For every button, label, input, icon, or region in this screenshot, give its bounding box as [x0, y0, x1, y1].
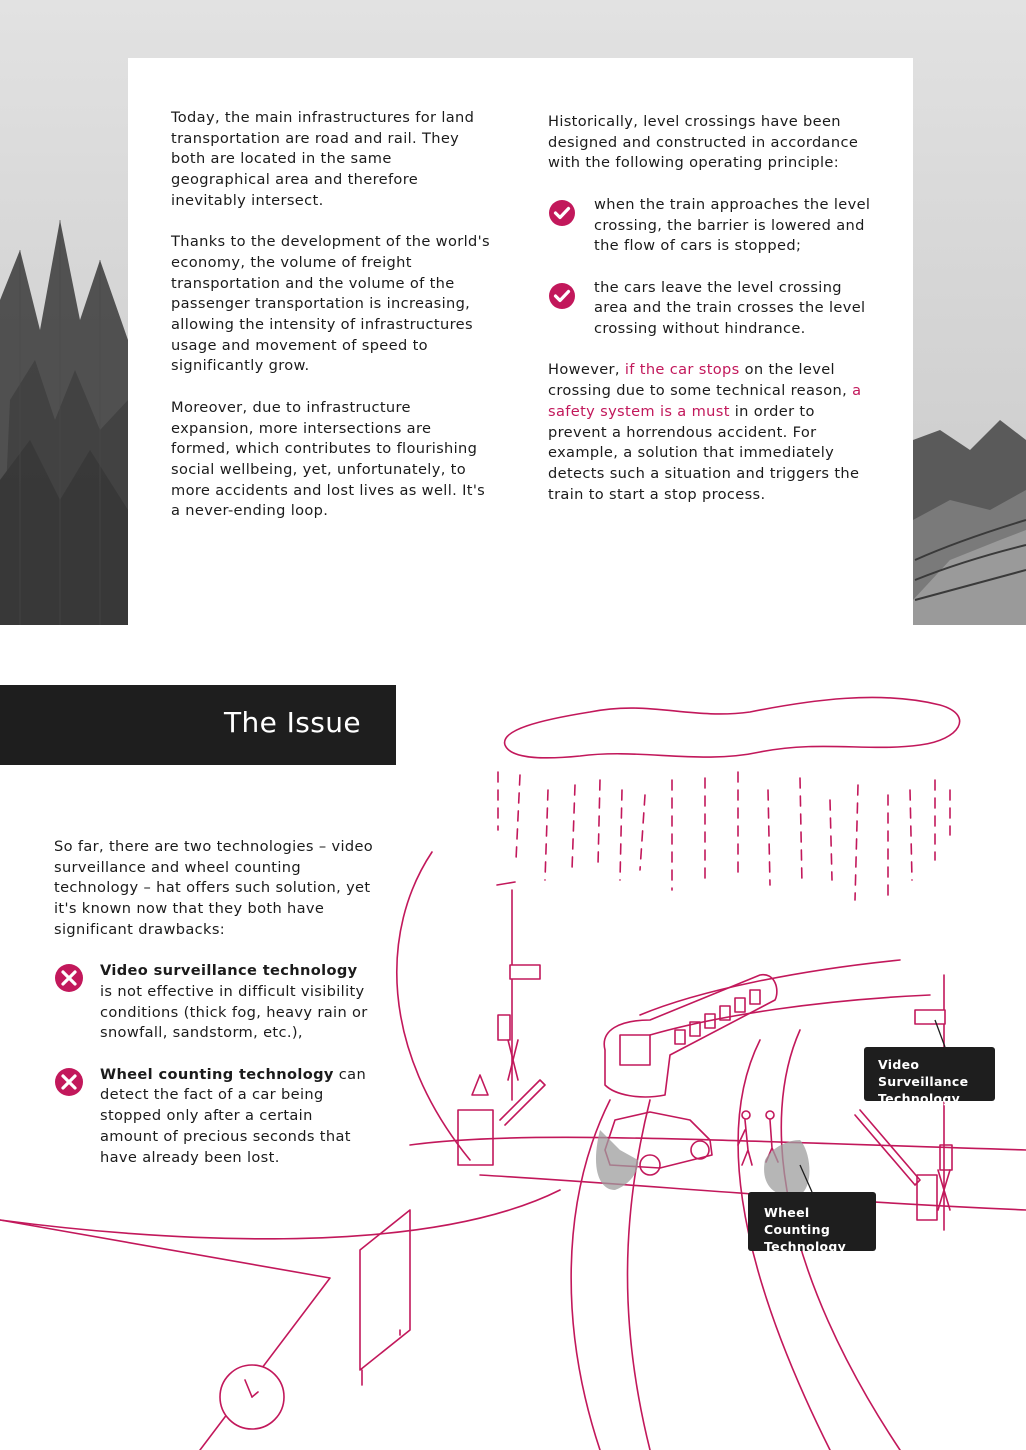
check-circle-icon	[548, 199, 576, 227]
road-edge-line	[397, 852, 470, 1160]
drawback-item	[54, 1065, 374, 1169]
track-rail-line	[640, 960, 900, 1015]
intro-paragraph: Thanks to the development of the world's economy, the volume of freight transportation and the volume of the passenger transportation is increasing, allowing the intensity of infrastructures usage and movement of speed to significantly grow.	[171, 233, 490, 375]
principle-item	[548, 278, 878, 340]
principle-intro: Historically, level crossings have been designed and constructed in accordance with the following operating principle:	[548, 113, 859, 172]
cloud-icon	[505, 697, 960, 757]
detection-zone-shape	[596, 1130, 638, 1190]
camera-icon	[915, 1010, 945, 1024]
x-circle-icon	[54, 1067, 84, 1097]
rain-drawing	[498, 772, 950, 900]
x-circle-icon	[54, 963, 84, 993]
check-circle-icon	[548, 282, 576, 310]
intro-card	[128, 58, 913, 625]
drawback-text: Video surveillance technology is not effective in difficult visibility conditions (thick fog, heavy rain or snowfall, sandstorm, etc.),	[100, 962, 368, 1042]
drawback-item	[54, 961, 374, 1044]
camera-icon	[510, 965, 540, 979]
intro-left-column	[171, 108, 491, 522]
intro-right-column	[548, 112, 878, 505]
video-surveillance-callout: Video Surveillance Technology	[864, 1047, 995, 1101]
principle-text: when the train approaches the level crossing, the barrier is lowered and the flow of cars is stopped;	[594, 195, 871, 255]
issue-intro: So far, there are two technologies – video surveillance and wheel counting technology – hat offers such solution, yet it's known now that they both have significant drawbacks:	[54, 838, 374, 938]
drawback-text: Wheel counting technology can detect the fact of a car being stopped only after a certain amount of precious seconds that have already been lost.	[100, 1065, 367, 1166]
however-paragraph: However, if the car stops on the level crossing due to some technical reason, a safety system is a must in order to prevent a horrendous accident. For example, a solution that immediately detects such a situation and triggers the train to start a stop process.	[548, 361, 862, 503]
wheel-counting-callout: Wheel Counting Technology	[748, 1192, 876, 1251]
accent-phrase-car-stops: if the car stops	[624, 361, 740, 379]
accent-phrase-safety-system: a safety system is a must	[548, 382, 862, 420]
issue-title: The Issue	[224, 706, 361, 739]
principle-item	[548, 195, 878, 257]
drawback-title: Wheel counting technology	[100, 1065, 334, 1083]
detection-zone-shape	[764, 1140, 809, 1196]
principle-text: the cars leave the level crossing area and the train crosses the level crossing without hindrance.	[594, 278, 866, 337]
issue-text-column	[54, 837, 374, 1168]
intro-paragraph: Moreover, due to infrastructure expansion, more intersections are formed, which contributes to flourishing social wellbeing, yet, unfortunately, to more accidents and lost lives as well. It's a never-ending loop.	[171, 398, 486, 520]
drawback-title: Video surveillance technology	[100, 962, 358, 980]
intro-paragraph: Today, the main infrastructures for land transportation are road and rail. They both are located in the same geographical area and therefore inevitably intersect.	[171, 109, 475, 209]
